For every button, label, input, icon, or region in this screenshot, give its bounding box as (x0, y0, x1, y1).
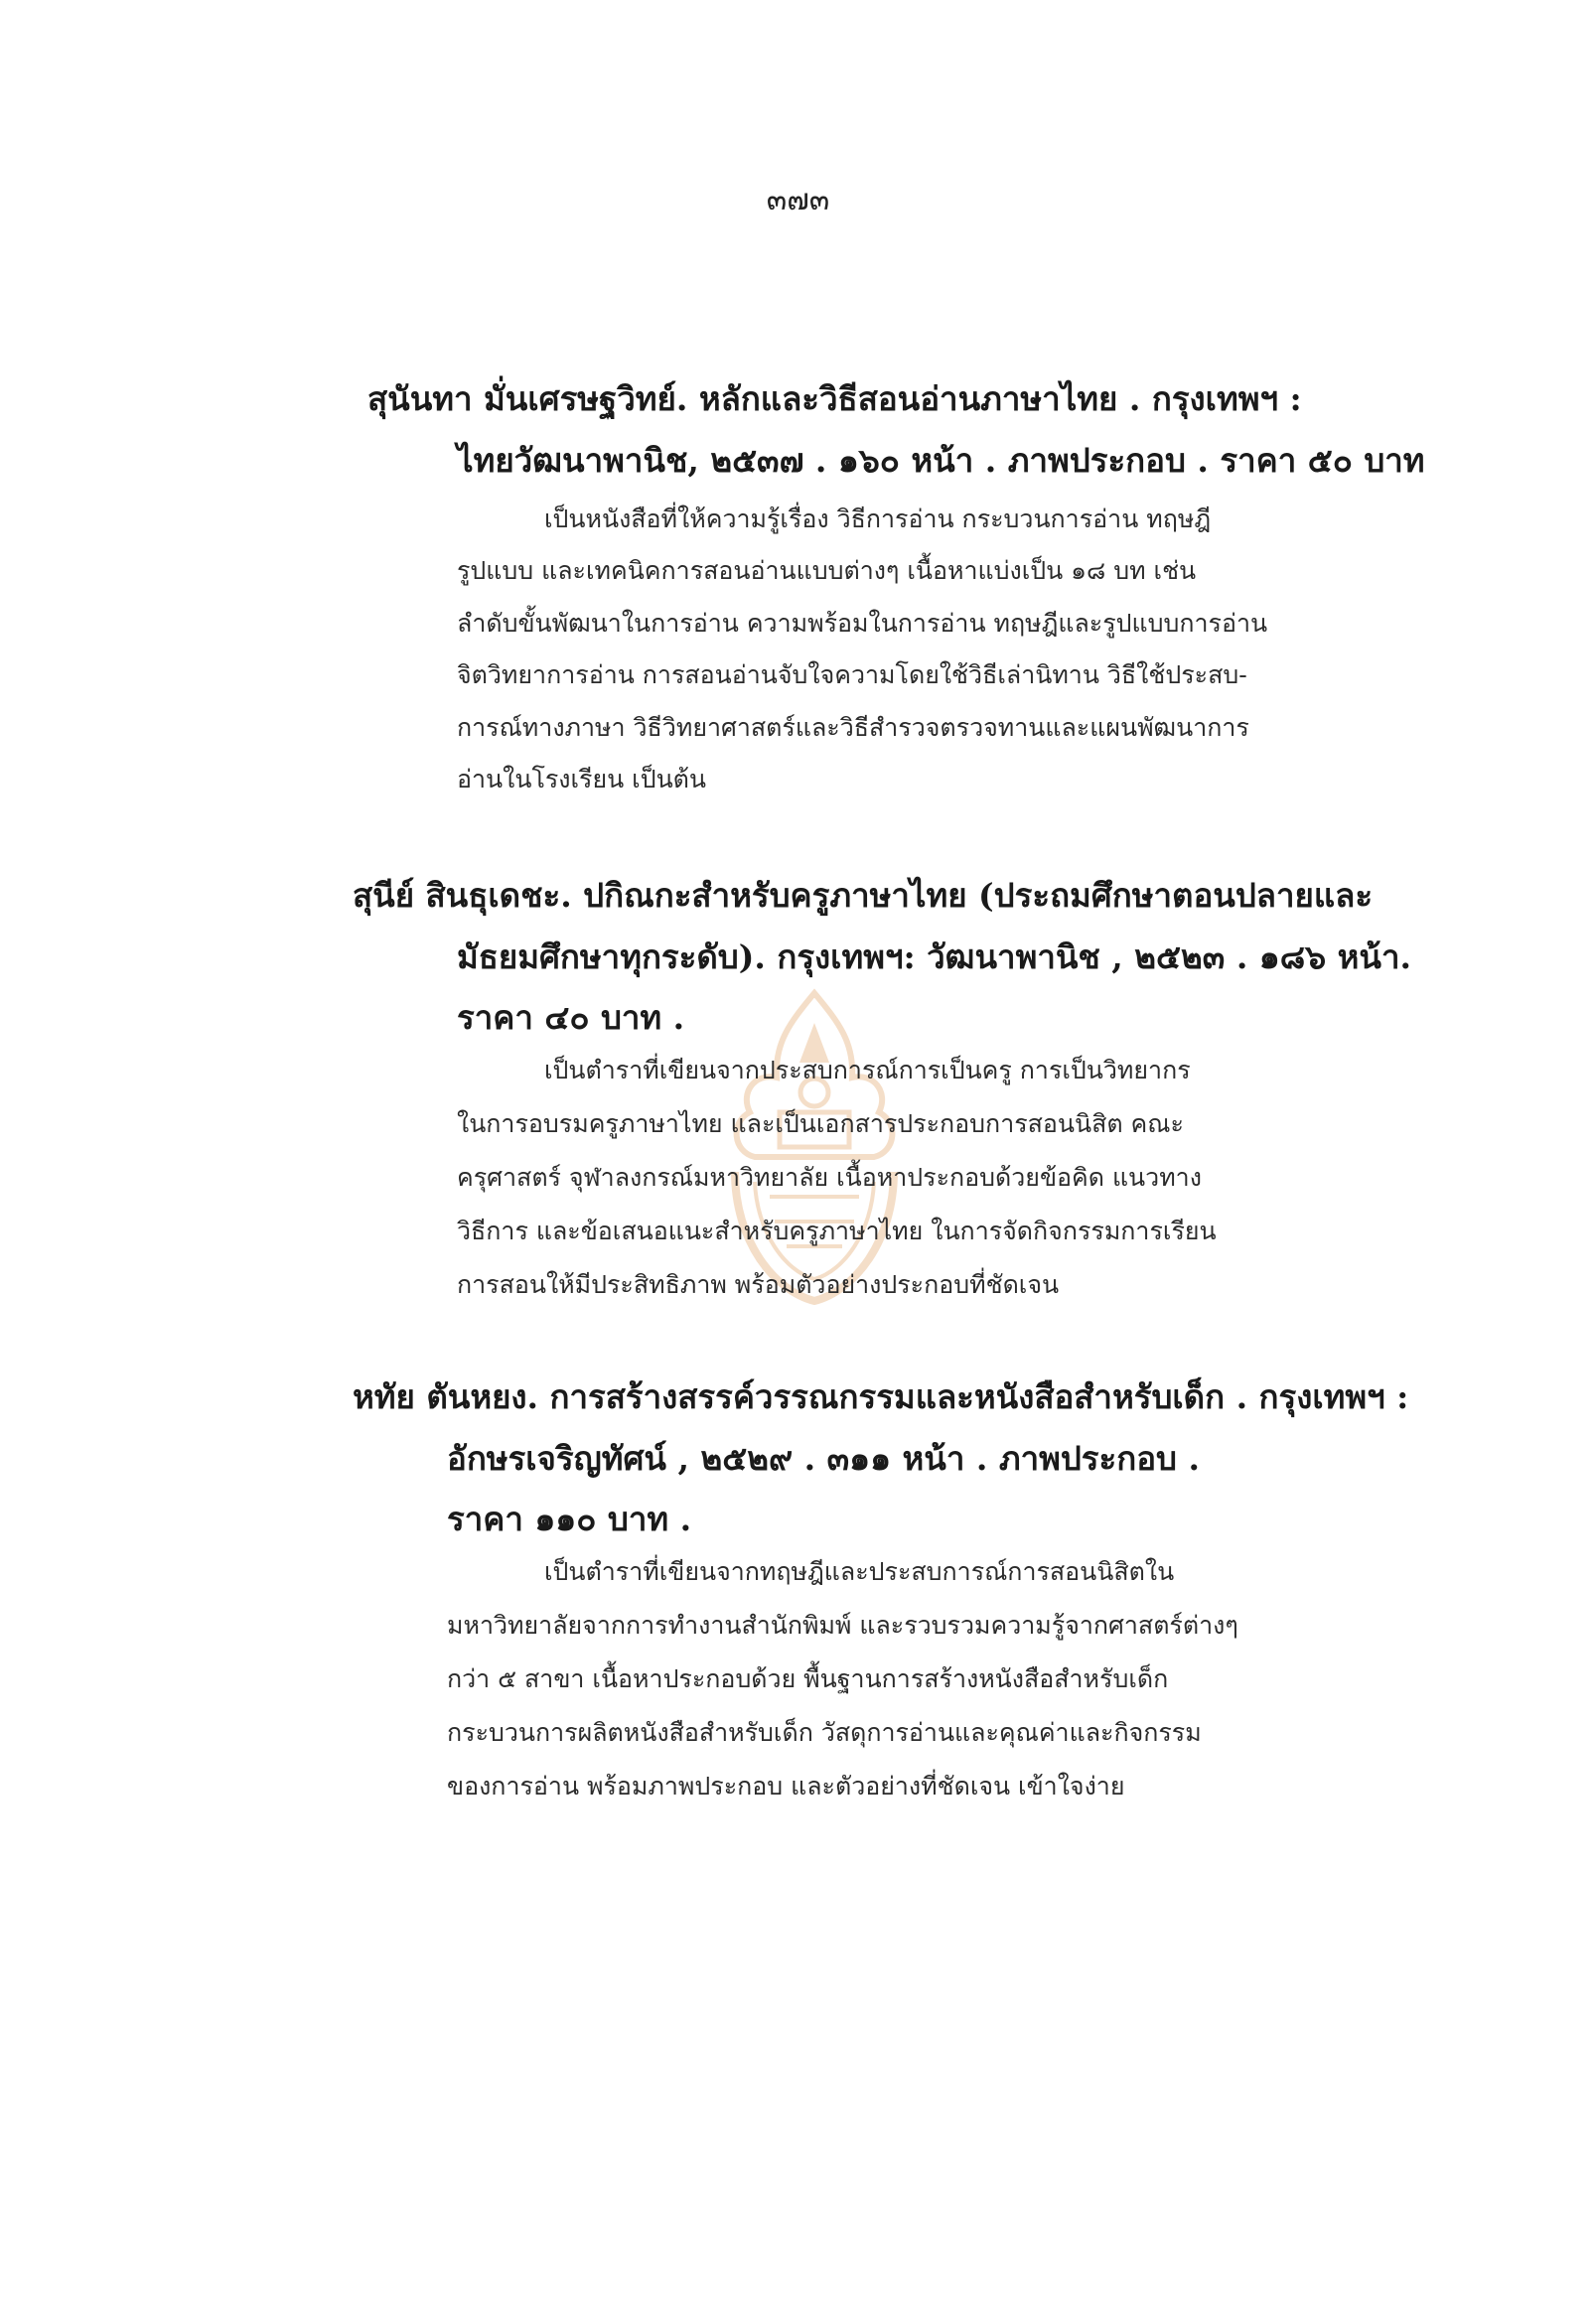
citation-line: หทัย ตันหยง. การสร้างสรรค์วรรณกรรมและหนังสือสำหรับเด็ก . กรุงเทพฯ : (353, 1377, 1409, 1416)
watermark-seal (695, 983, 934, 1311)
page-number: ๓๗๓ (766, 183, 830, 217)
description-line: การสอนให้มีประสิทธิภาพ พร้อมตัวอย่างประกอบที่ชัดเจน (457, 1270, 1060, 1299)
citation-line: ราคา ๔๐ บาท . (457, 998, 685, 1037)
description-line: ลำดับขั้นพัฒนาในการอ่าน ความพร้อมในการอ่าน ทฤษฎีและรูปแบบการอ่าน (457, 609, 1268, 638)
citation-line: อักษรเจริญทัศน์ , ๒๕๒๙ . ๓๑๑ หน้า . ภาพประกอบ . (447, 1439, 1200, 1478)
citation-line: ราคา ๑๑๐ บาท . (447, 1500, 692, 1538)
description-line: เป็นตำราที่เขียนจากประสบการณ์การเป็นครู การเป็นวิทยากร (544, 1056, 1191, 1084)
description-line: อ่านในโรงเรียน เป็นต้น (457, 765, 706, 793)
description-line: เป็นหนังสือที่ให้ความรู้เรื่อง วิธีการอ่าน กระบวนการอ่าน ทฤษฎี (544, 504, 1212, 533)
description-line: รูปแบบ และเทคนิคการสอนอ่านแบบต่างๆ เนื้อหาแบ่งเป็น ๑๘ บท เช่น (457, 556, 1197, 585)
description-line: ครุศาสตร์ จุฬาลงกรณ์มหาวิทยาลัย เนื้อหาประกอบด้วยข้อคิด แนวทาง (457, 1163, 1202, 1192)
description-line: ในการอบรมครูภาษาไทย และเป็นเอกสารประกอบการสอนนิสิต คณะ (457, 1109, 1184, 1138)
description-line: มหาวิทยาลัยจากการทำงานสำนักพิมพ์ และรวบรวมความรู้จากศาสตร์ต่างๆ (447, 1611, 1238, 1640)
description-line: กว่า ๕ สาขา เนื้อหาประกอบด้วย พื้นฐานการสร้างหนังสือสำหรับเด็ก (447, 1664, 1169, 1693)
citation-line: สุนันทา มั่นเศรษฐวิทย์. หลักและวิธีสอนอ่านภาษาไทย . กรุงเทพฯ : (367, 379, 1302, 418)
citation-line: สุนีย์ สินธุเดชะ. ปกิณกะสำหรับครูภาษาไทย (ประถมศึกษาตอนปลายและ (353, 876, 1374, 915)
description-line: กระบวนการผลิตหนังสือสำหรับเด็ก วัสดุการอ่านและคุณค่าและกิจกรรม (447, 1718, 1202, 1747)
description-line: ของการอ่าน พร้อมภาพประกอบ และตัวอย่างที่ชัดเจน เข้าใจง่าย (447, 1772, 1125, 1800)
citation-line: มัธยมศึกษาทุกระดับ). กรุงเทพฯ: วัฒนาพานิช , ๒๕๒๓ . ๑๘๖ หน้า. (457, 937, 1411, 976)
citation-line: ไทยวัฒนาพานิช, ๒๕๓๗ . ๑๖๐ หน้า . ภาพประกอบ . ราคา ๕๐ บาท (457, 441, 1425, 480)
description-line: จิตวิทยาการอ่าน การสอนอ่านจับใจความโดยใช้วิธีเล่านิทาน วิธีใช้ประสบ- (457, 660, 1247, 689)
description-line: การณ์ทางภาษา วิธีวิทยาศาสตร์และวิธีสำรวจตรวจทานและแผนพัฒนาการ (457, 713, 1249, 742)
description-line: เป็นตำราที่เขียนจากทฤษฎีและประสบการณ์การสอนนิสิตใน (544, 1557, 1175, 1586)
description-line: วิธีการ และข้อเสนอแนะสำหรับครูภาษาไทย ในการจัดกิจกรรมการเรียน (457, 1217, 1217, 1245)
